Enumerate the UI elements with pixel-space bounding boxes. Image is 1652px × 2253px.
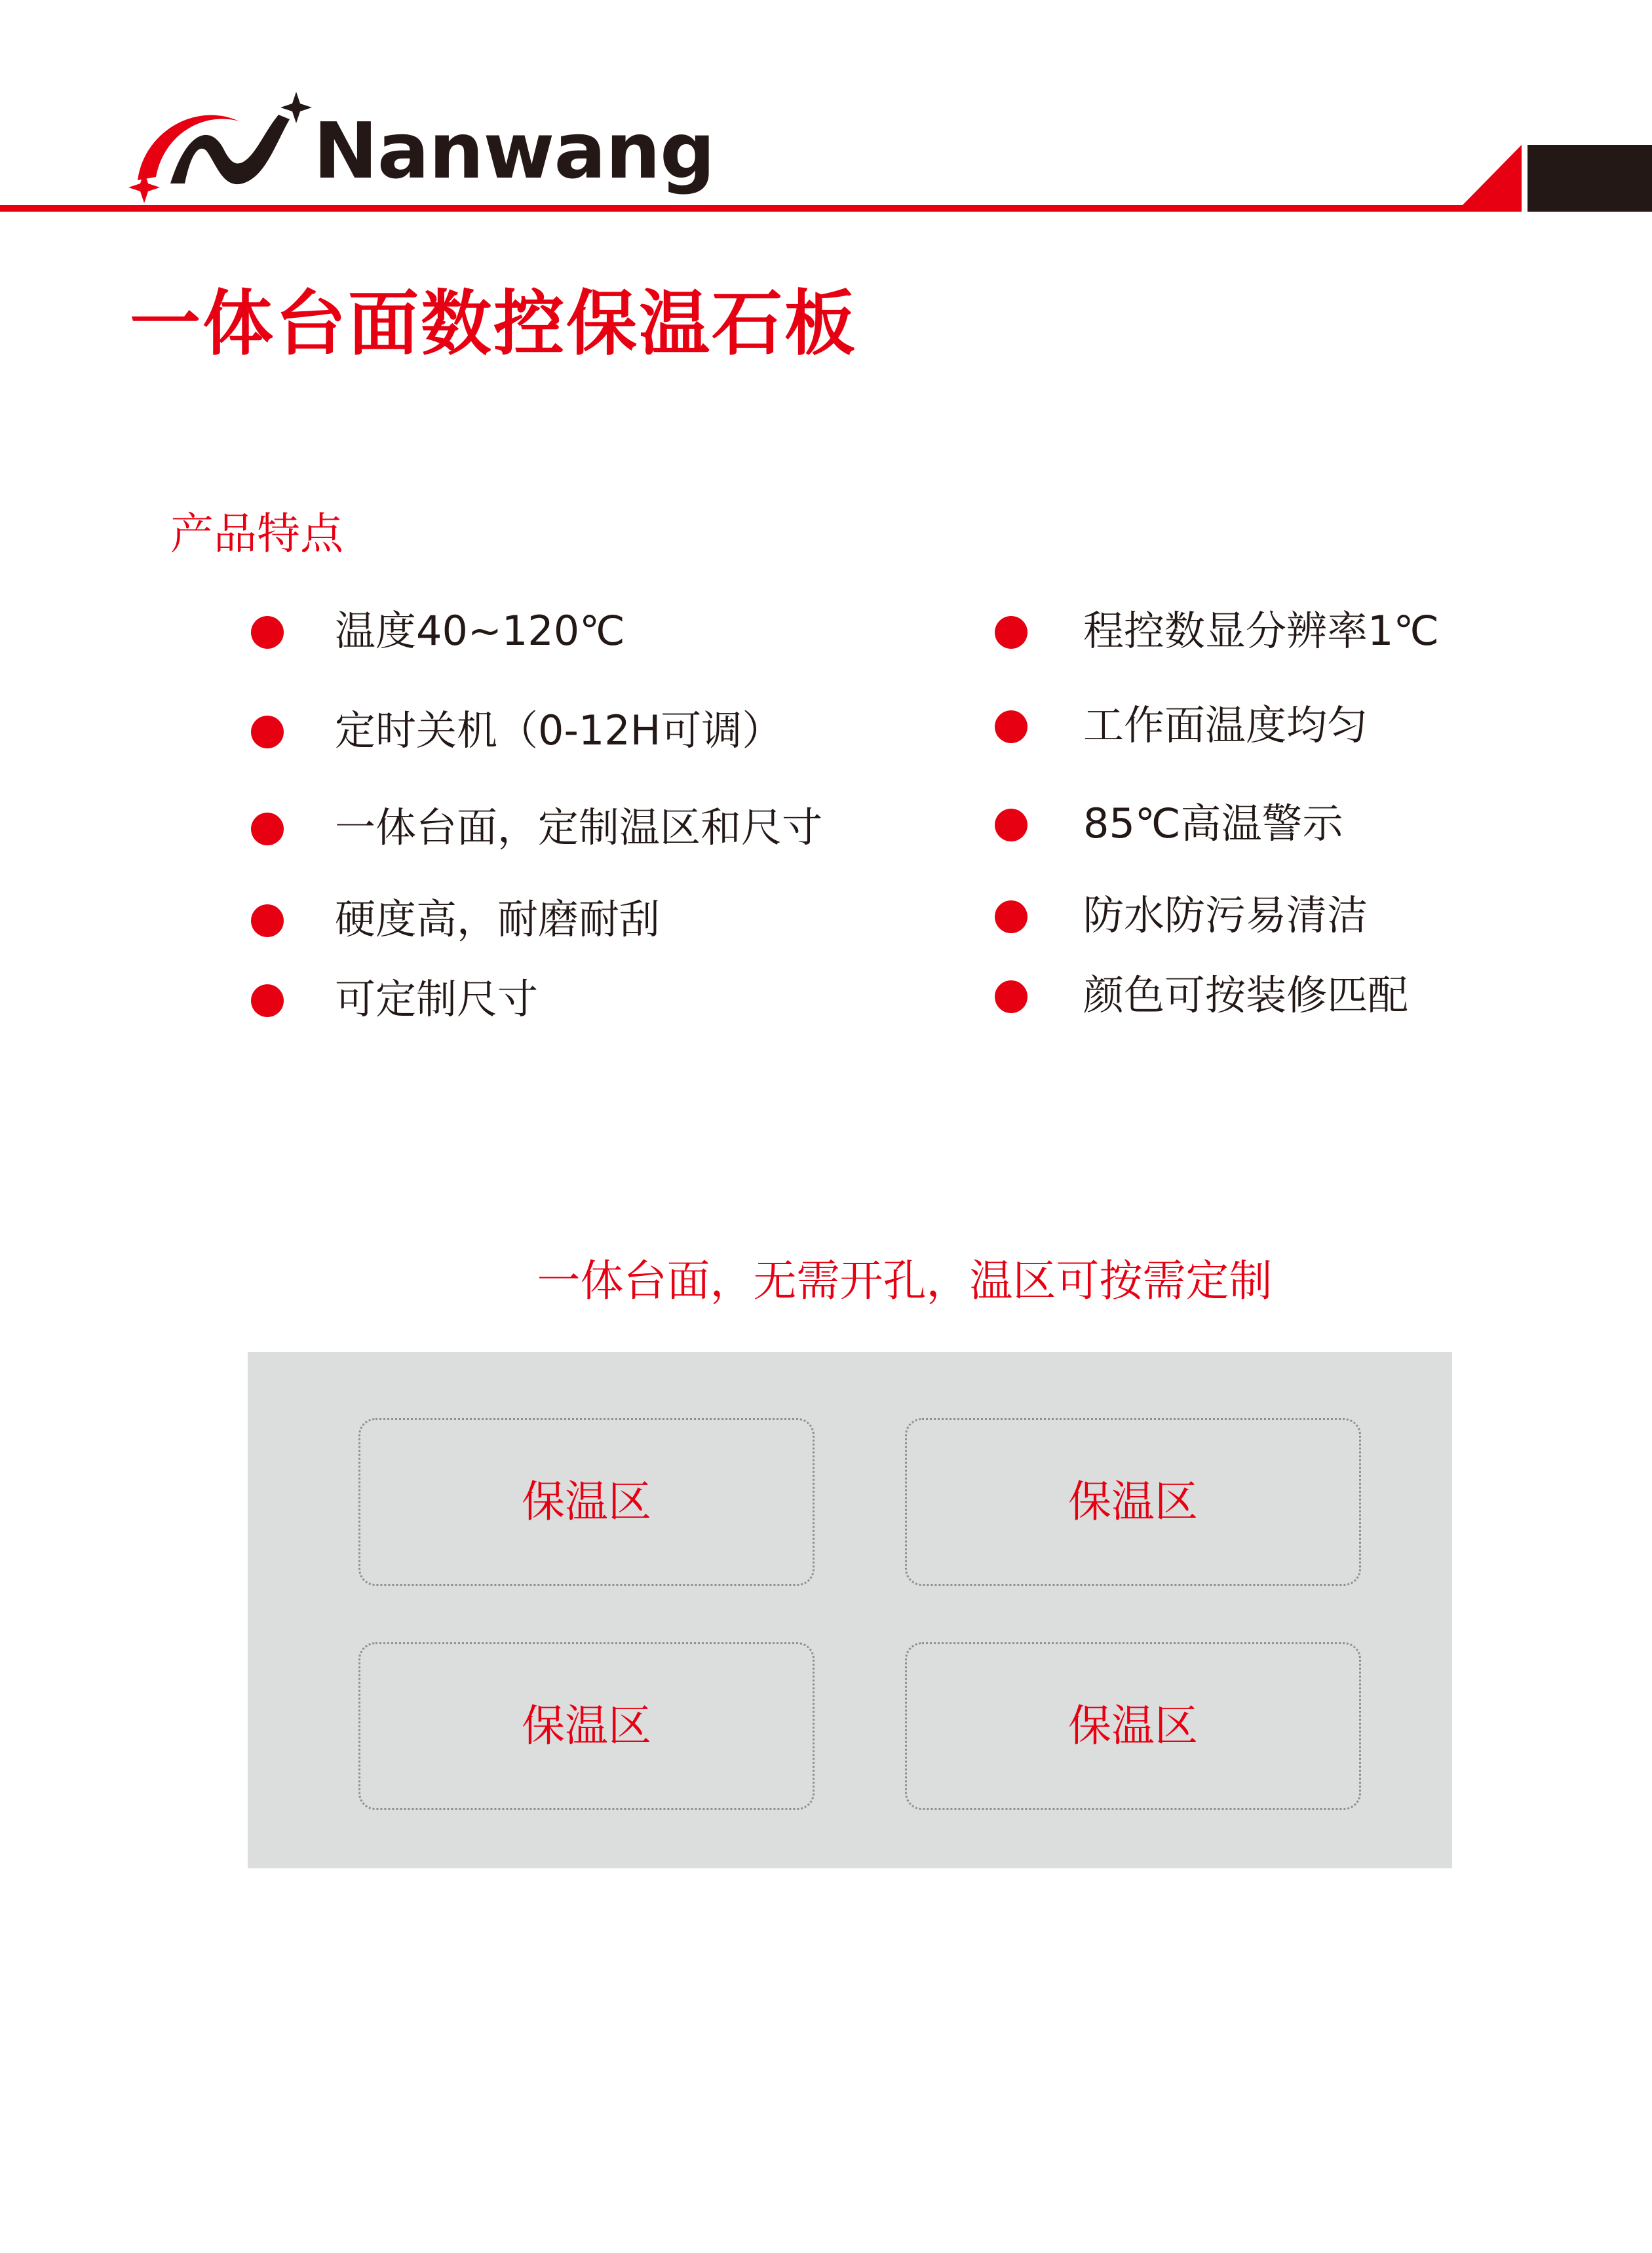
heating-zone (905, 1418, 1361, 1586)
feature-text: 定时关机（0-12H可调） (335, 706, 783, 754)
heating-zone-label: 保温区 (1068, 1701, 1198, 1751)
feature-text: 颜色可按装修匹配 (1083, 971, 1409, 1019)
bullet-dot-icon (251, 984, 284, 1017)
page-title: 一体台面数控保温石板 (130, 283, 858, 365)
feature-text: 一体台面，定制温区和尺寸 (335, 803, 823, 851)
heating-zone (358, 1418, 815, 1586)
brand-logo-text: Nanwang (313, 106, 715, 196)
heating-zone (358, 1642, 815, 1810)
feature-text: 可定制尺寸 (335, 975, 539, 1023)
heating-zone (905, 1642, 1361, 1810)
bullet-dot-icon (251, 904, 284, 937)
feature-text: 程控数显分辨率1℃ (1083, 607, 1440, 655)
countertop-diagram (248, 1352, 1452, 1868)
feature-text: 85℃高温警示 (1083, 799, 1343, 847)
bullet-dot-icon (995, 710, 1028, 743)
bullet-dot-icon (995, 900, 1028, 933)
bullet-dot-icon (995, 809, 1028, 841)
heating-zone-label: 保温区 (522, 1701, 651, 1751)
bullet-dot-icon (251, 813, 284, 845)
feature-text: 防水防污易清洁 (1083, 891, 1368, 939)
header-divider-line (0, 205, 1520, 212)
feature-text: 硬度高，耐磨耐刮 (335, 895, 661, 943)
diagram-caption-text: 一体台面，无需开孔，温区可按需定制 (537, 1256, 1273, 1306)
header-accent-triangle (1456, 145, 1522, 212)
feature-text: 温度40~120℃ (335, 607, 625, 655)
heating-zone-label: 保温区 (522, 1476, 651, 1527)
nanwang-logo-icon (125, 85, 321, 203)
bullet-dot-icon (251, 616, 284, 649)
features-heading: 产品特点 (170, 509, 343, 559)
header-dark-block (1527, 145, 1652, 212)
bullet-dot-icon (995, 980, 1028, 1013)
feature-text: 工作面温度均匀 (1083, 701, 1368, 749)
diagram-caption (0, 1252, 1652, 1311)
bullet-dot-icon (251, 716, 284, 748)
heating-zone-label: 保温区 (1068, 1476, 1198, 1527)
bullet-dot-icon (995, 616, 1028, 649)
